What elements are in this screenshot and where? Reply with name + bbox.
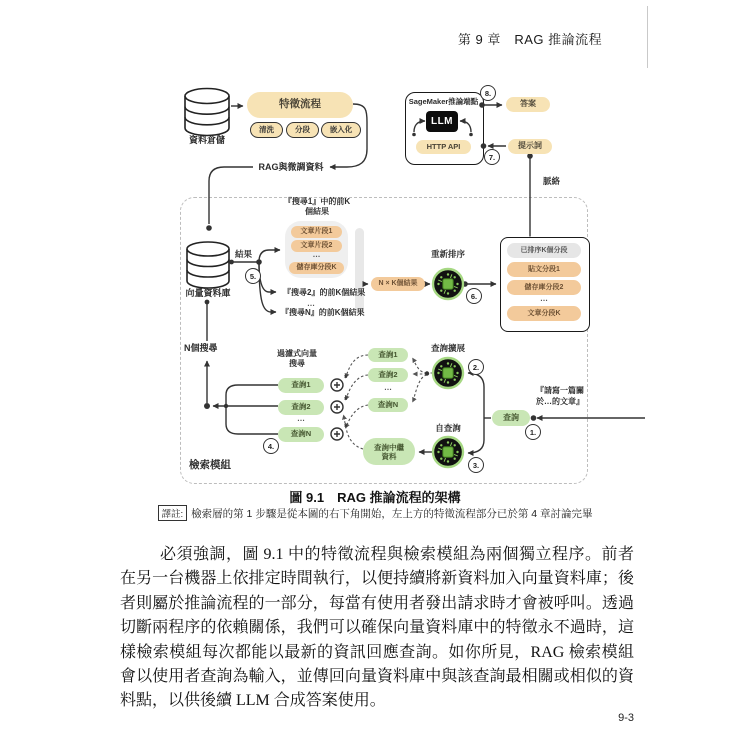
step-circle-5: 5.	[245, 268, 261, 284]
translator-note-text: 檢索層的第 1 步驟是從本圖的右下角開始，左上方的特徵流程部分已於第 4 章討論完畢	[191, 508, 593, 520]
rag-finetune-data-label: RAG與微調資料	[258, 162, 324, 172]
search1-title-line1: 『搜尋1』中的前K	[283, 197, 351, 206]
merge-marker-1: *	[344, 373, 348, 383]
metadata-line2: 資料	[381, 451, 397, 461]
between-searches-ellipsis: …	[307, 299, 315, 308]
vector-db-label: 向量資料庫	[185, 288, 231, 298]
answer-pill: 答案	[506, 97, 550, 112]
clean-step-pill: 清洗	[250, 122, 283, 138]
step-circle-6: 6.	[466, 288, 482, 304]
searchN-results-label: 『搜尋N』的前K個結果	[281, 308, 365, 317]
filtered-vector-search-label	[272, 349, 322, 369]
query-expansion-label: 查詢擴展	[430, 343, 465, 353]
filtered-label-line1: 過濾式向量	[277, 349, 317, 358]
right-query-2: 查詢2	[368, 368, 408, 382]
nxk-results-pill: N × K個結果	[371, 277, 425, 291]
figure-caption: 圖 9.1 RAG 推論流程的架構	[289, 490, 461, 505]
results-bracket	[355, 228, 364, 312]
llm-box: LLM	[426, 111, 458, 132]
self-query-label: 自查詢	[435, 423, 461, 433]
left-query-n: 查詢N	[278, 427, 324, 442]
embed-step-pill: 嵌入化	[321, 122, 361, 138]
search1-ellipsis: …	[312, 250, 321, 259]
search1-title-line2: 個結果	[305, 207, 329, 216]
query-pill: 查詢	[492, 410, 530, 426]
step-circle-8: 8.	[480, 85, 496, 101]
step-circle-3: 3.	[468, 457, 484, 473]
step-circle-4: 4.	[263, 438, 279, 454]
filtered-label-line2: 搜尋	[289, 359, 305, 368]
metadata-line1: 查詢中繼	[374, 442, 404, 452]
body-paragraph: 必須強調，圖 9.1 中的特徵流程與檢索模組為兩個獨立程序。前者在另一台機器上依排定時間執行，以便持續將新資料加入向量資料庫；後者則屬於推論流程的一部分，每當有使用者發出請求時才會被呼叫。透過切斷兩程序的依賴關係，我們可以確保向量資料庫中的特徵永不過時，這樣檢索模組每次都能以最新的資訊回應查詢。如你所見，RAG 檢索模組會以使用者查詢為輸入，並傳回向量資料庫中與該查詢最相關或相似的資料點，以供後續 LLM 合成答案使用。	[120, 546, 634, 710]
translator-note-tag: 譯註:	[158, 505, 188, 521]
merge-marker-2: *	[344, 395, 348, 405]
left-query-1: 查詢1	[278, 378, 324, 393]
data-warehouse-icon	[185, 89, 229, 136]
left-query-ellipsis: …	[297, 414, 305, 423]
results-label: 結果	[235, 249, 253, 259]
sorted-header-pill: 已排序K個分段	[507, 243, 581, 258]
search1-item-2: 文章片段2	[291, 240, 342, 252]
retrieval-module-label: 檢索模組	[189, 459, 231, 471]
right-query-ellipsis: …	[384, 383, 392, 392]
right-query-1: 查詢1	[368, 348, 408, 362]
sorted-item-k: 文章分段K	[507, 306, 581, 321]
data-warehouse-label: 資料倉儲	[188, 135, 225, 145]
chunk-step-pill: 分段	[286, 122, 319, 138]
page-number: 9-3	[618, 712, 634, 724]
right-query-n: 查詢N	[368, 398, 408, 412]
http-api-pill: HTTP API	[416, 140, 471, 154]
rerank-label: 重新排序	[430, 249, 465, 259]
sorted-item-2: 儲存庫分段2	[507, 280, 581, 295]
search1-item-1: 文章片段1	[291, 226, 342, 238]
user-query-line2: 於…的文章』	[536, 396, 584, 406]
n-searches-label: N個搜尋	[184, 343, 218, 353]
sorted-ellipsis: …	[540, 294, 548, 303]
feature-pipeline-box: 特徵流程	[247, 92, 353, 118]
user-query-line1: 『請寫一篇關	[536, 386, 584, 395]
search1-item-k: 儲存庫分段K	[289, 262, 344, 274]
header-rule	[647, 6, 648, 68]
translator-note	[0, 505, 750, 521]
search1-title	[283, 197, 351, 217]
merge-marker-3: *	[344, 422, 348, 432]
sorted-item-1: 貼文分段1	[507, 262, 581, 277]
step-circle-7: 7.	[484, 149, 500, 165]
context-label: 脈絡	[543, 176, 561, 186]
step-circle-1: 1.	[525, 424, 541, 440]
step-circle-2: 2.	[468, 359, 484, 375]
search2-results-label: 『搜尋2』的前K個結果	[283, 288, 366, 297]
left-query-2: 查詢2	[278, 400, 324, 415]
user-query-label	[536, 386, 590, 407]
sagemaker-box-title: SageMaker推論端點	[408, 97, 479, 106]
chapter-header: 第 9 章 RAG 推論流程	[457, 32, 603, 47]
prompt-pill: 提示詞	[508, 139, 552, 154]
query-metadata-pill	[363, 438, 415, 465]
